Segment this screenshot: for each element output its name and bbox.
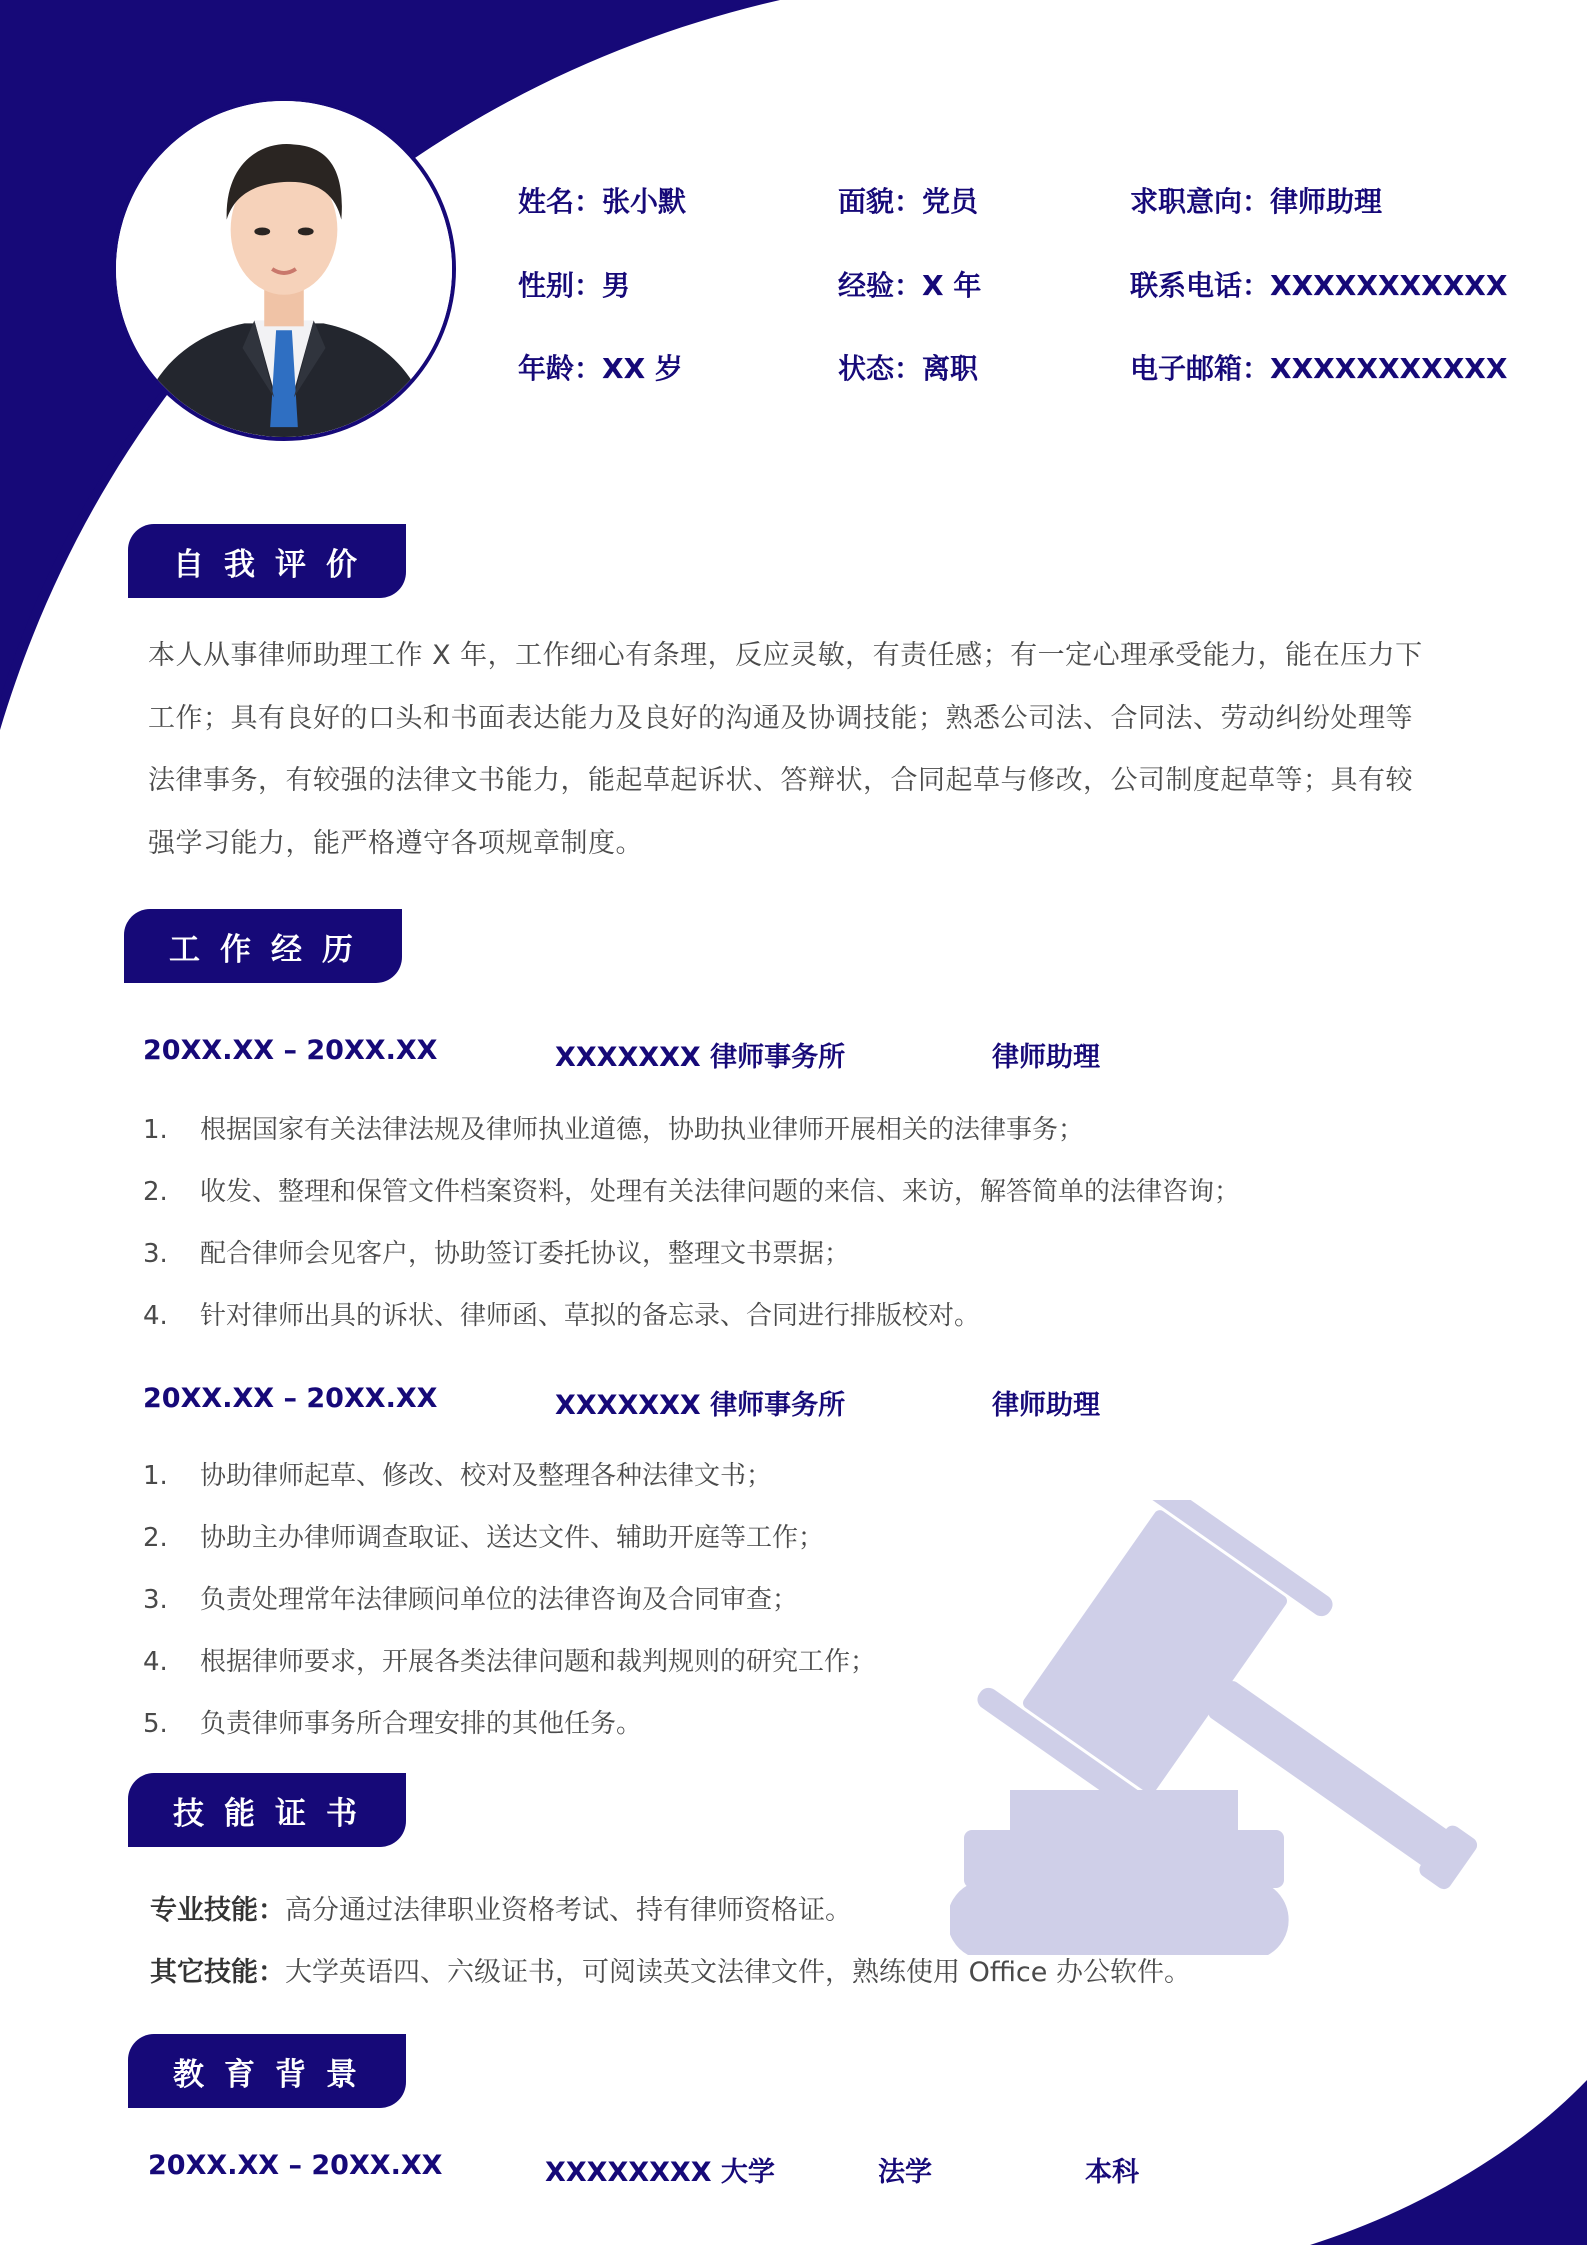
list-item: 2. 收发、整理和保管文件档案资料，处理有关法律问题的来信、来访，解答简单的法律咨询； [143,1177,1241,1207]
education-period: 20XX.XX – 20XX.XX [148,2150,443,2181]
self-eval-text: 本人从事律师助理工作 X 年，工作细心有条理，反应灵敏，有责任感；有一定心理承受能力，能在压力下工作；具有良好的口头和书面表达能力及良好的沟通及协调技能；熟悉公司法、合同法、劳动纠纷处理等法律事务，有较强的法律文书能力，能起草起诉状、答辩状，合同起草与修改，公司制度起草等；具有较强学习能力，能严格遵守各项规章制度。 [148,640,1423,859]
job-1-title: 律师助理 [992,1042,1100,1073]
list-item: 3. 负责处理常年法律顾问单位的法律咨询及合同审查； [143,1585,799,1615]
job-2-period: 20XX.XX – 20XX.XX [143,1383,438,1414]
info-experience: 经验：X 年 [838,269,982,302]
education-school: XXXXXXXX 大学 [545,2157,775,2188]
job-1-company: XXXXXXX 律师事务所 [555,1042,846,1073]
bottom-right-swoosh [1310,2080,1587,2245]
list-item: 1. 协助律师起草、修改、校对及整理各种法律文书； [143,1461,773,1491]
list-item: 3. 配合律师会见客户，协助签订委托协议，整理文书票据； [143,1239,851,1269]
info-age: 年龄：XX 岁 [518,352,683,385]
section-title-education: 教育背景 [128,2034,406,2108]
job-2-company: XXXXXXX 律师事务所 [555,1390,846,1421]
info-politics: 面貌：党员 [838,185,979,218]
avatar [112,97,456,441]
list-item: 4. 根据律师要求，开展各类法律问题和裁判规则的研究工作； [143,1647,877,1677]
gavel-icon [950,1500,1570,1960]
education-major: 法学 [878,2157,932,2188]
info-name: 姓名：张小默 [518,185,687,218]
job-2-title: 律师助理 [992,1390,1100,1421]
list-item: 5. 负责律师事务所合理安排的其他任务。 [143,1709,643,1739]
section-title-work: 工作经历 [124,909,402,983]
education-degree: 本科 [1085,2157,1139,2188]
job-1-period: 20XX.XX – 20XX.XX [143,1035,438,1066]
info-gender: 性别：男 [518,269,631,302]
info-status: 状态：离职 [838,352,979,385]
portrait-illustration [116,101,452,437]
skill-professional: 专业技能：高分通过法律职业资格考试、持有律师资格证。 [150,1895,852,1926]
list-item: 4. 针对律师出具的诉状、律师函、草拟的备忘录、合同进行排版校对。 [143,1301,981,1331]
skill-other: 其它技能：大学英语四、六级证书，可阅读英文法律文件，熟练使用 Office 办公软件。 [150,1957,1191,1988]
info-email: 电子邮箱：XXXXXXXXXXX [1130,352,1508,385]
list-item: 2. 协助主办律师调查取证、送达文件、辅助开庭等工作； [143,1523,825,1553]
list-item: 1. 根据国家有关法律法规及律师执业道德，协助执业律师开展相关的法律事务； [143,1115,1085,1145]
section-title-skills: 技能证书 [128,1773,406,1847]
info-phone: 联系电话：XXXXXXXXXXX [1130,269,1508,302]
section-title-self-eval: 自我评价 [128,524,406,598]
info-intent: 求职意向：律师助理 [1130,185,1383,218]
